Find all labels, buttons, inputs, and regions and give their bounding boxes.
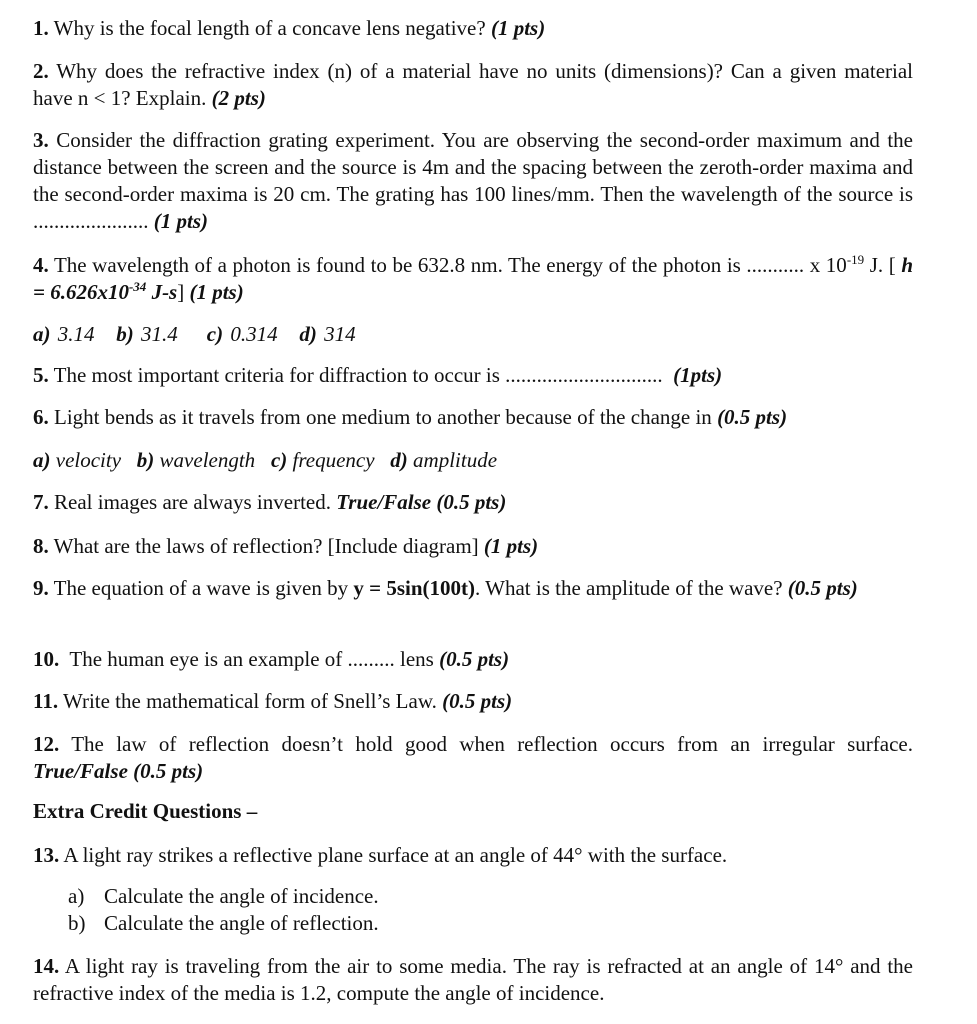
- text-segment: 9.: [33, 576, 49, 600]
- question-6: [33, 404, 913, 431]
- question-2: [33, 58, 913, 112]
- text-segment: frequency: [292, 448, 391, 472]
- text-segment: True/False (0.5 pts): [336, 490, 507, 514]
- part-label: a): [68, 884, 85, 908]
- text-segment: 14.: [33, 954, 60, 978]
- text-segment: Consider the diffraction grating experiment. You are observing the second-order maximum and the distance between the screen and the source is 4m and the spacing between the zeroth-order maxima and the second-order maxima is 20 cm. The grating has 100 lines/mm. Then the wavelength of the source is ......................: [33, 128, 913, 233]
- text-segment: J-s: [146, 280, 178, 304]
- text-segment: Why does the refractive index (n) of a material have no units (dimensions)? Can a given material have n < 1? Explain.: [33, 59, 913, 110]
- text-segment: velocity: [55, 448, 137, 472]
- question-8: [33, 533, 913, 560]
- question-12: [33, 731, 913, 785]
- text-segment: J. [: [864, 253, 902, 277]
- question-9: [33, 575, 913, 602]
- text-segment: Light bends as it travels from one medium to another because of the change in: [48, 405, 718, 429]
- text-segment: 3.: [33, 128, 49, 152]
- text-segment: 2.: [33, 59, 49, 83]
- text-segment: A light ray is traveling from the air to some media. The ray is refracted at an angle of 14° and the refractive index of the media is 1.2, compute the angle of incidence.: [33, 954, 913, 1005]
- question-13-part-a: [68, 883, 379, 910]
- text-segment: The law of reflection doesn’t hold good when reflection occurs from an irregular surface.: [59, 732, 913, 756]
- text-segment: . What is the amplitude of the wave?: [475, 576, 788, 600]
- text-segment: 314: [324, 322, 356, 346]
- question-13-part-b: [68, 910, 379, 937]
- text-segment: The human eye is an example of ......... lens: [59, 647, 440, 671]
- text-segment: Why is the focal length of a concave lens negative?: [48, 16, 491, 40]
- text-segment: 6.: [33, 405, 49, 429]
- text-segment: (0.5 pts): [442, 689, 513, 713]
- text-segment: (0.5 pts): [439, 647, 510, 671]
- text-segment: What are the laws of reflection? [Include diagram]: [48, 534, 484, 558]
- text-segment: 7.: [33, 490, 49, 514]
- text-segment: h = 6.626x10: [33, 253, 913, 304]
- text-segment: wavelength: [159, 448, 271, 472]
- text-segment: ]: [177, 280, 190, 304]
- text-segment: Real images are always inverted.: [48, 490, 337, 514]
- text-segment: 1.: [33, 16, 49, 40]
- text-segment: 12.: [33, 732, 60, 756]
- text-segment: The most important criteria for diffraction to occur is ..............................: [48, 363, 674, 387]
- text-segment: (1pts): [673, 363, 723, 387]
- question-1: [33, 15, 913, 42]
- text-segment: Write the mathematical form of Snell’s Law.: [58, 689, 443, 713]
- part-text: Calculate the angle of incidence.: [104, 884, 379, 908]
- text-segment: A light ray strikes a reflective plane surface at an angle of 44° with the surface.: [59, 843, 728, 867]
- text-segment: 31.4: [141, 322, 207, 346]
- question-11: [33, 688, 913, 715]
- text-segment: The wavelength of a photon is found to be 632.8 nm. The energy of the photon is ........... x 10: [48, 253, 847, 277]
- text-segment: 13.: [33, 843, 60, 867]
- text-segment: 4.: [33, 253, 49, 277]
- text-segment: Extra Credit Questions –: [33, 799, 258, 823]
- text-segment: (1 pts): [490, 16, 546, 40]
- text-segment: 3.14: [57, 322, 117, 346]
- question-4-options: [33, 321, 913, 348]
- text-segment: 11.: [33, 689, 59, 713]
- text-segment: (2 pts): [211, 86, 266, 110]
- text-segment: b): [116, 322, 141, 346]
- text-segment: c): [270, 448, 293, 472]
- extra-credit-heading: [33, 798, 913, 825]
- question-3: [33, 127, 913, 235]
- question-10: [33, 646, 913, 673]
- text-segment: -19: [846, 252, 865, 267]
- text-segment: The equation of a wave is given by: [48, 576, 354, 600]
- question-7: [33, 489, 913, 516]
- question-14: [33, 953, 913, 1007]
- text-segment: b): [136, 448, 160, 472]
- question-6-options: [33, 447, 913, 474]
- text-segment: (0.5 pts): [717, 405, 788, 429]
- text-segment: (0.5 pts): [787, 576, 858, 600]
- text-segment: (1 pts): [483, 534, 539, 558]
- text-segment: 5.: [33, 363, 49, 387]
- text-segment: c): [206, 322, 231, 346]
- text-segment: a): [33, 322, 58, 346]
- text-segment: d): [390, 448, 414, 472]
- text-segment: True/False (0.5 pts): [33, 759, 204, 783]
- text-segment: 10.: [33, 647, 60, 671]
- text-segment: (1 pts): [189, 280, 244, 304]
- text-segment: (1 pts): [153, 209, 208, 233]
- part-text: Calculate the angle of reflection.: [104, 911, 379, 935]
- question-5: [33, 362, 913, 389]
- text-segment: amplitude: [413, 448, 498, 472]
- text-segment: -34: [128, 279, 147, 294]
- question-4: [33, 252, 913, 306]
- text-segment: 0.314: [230, 322, 300, 346]
- text-segment: a): [33, 448, 56, 472]
- question-13: [33, 842, 913, 869]
- text-segment: 8.: [33, 534, 49, 558]
- text-segment: y = 5sin(100t): [353, 576, 476, 600]
- text-segment: d): [299, 322, 325, 346]
- part-label: b): [68, 911, 86, 935]
